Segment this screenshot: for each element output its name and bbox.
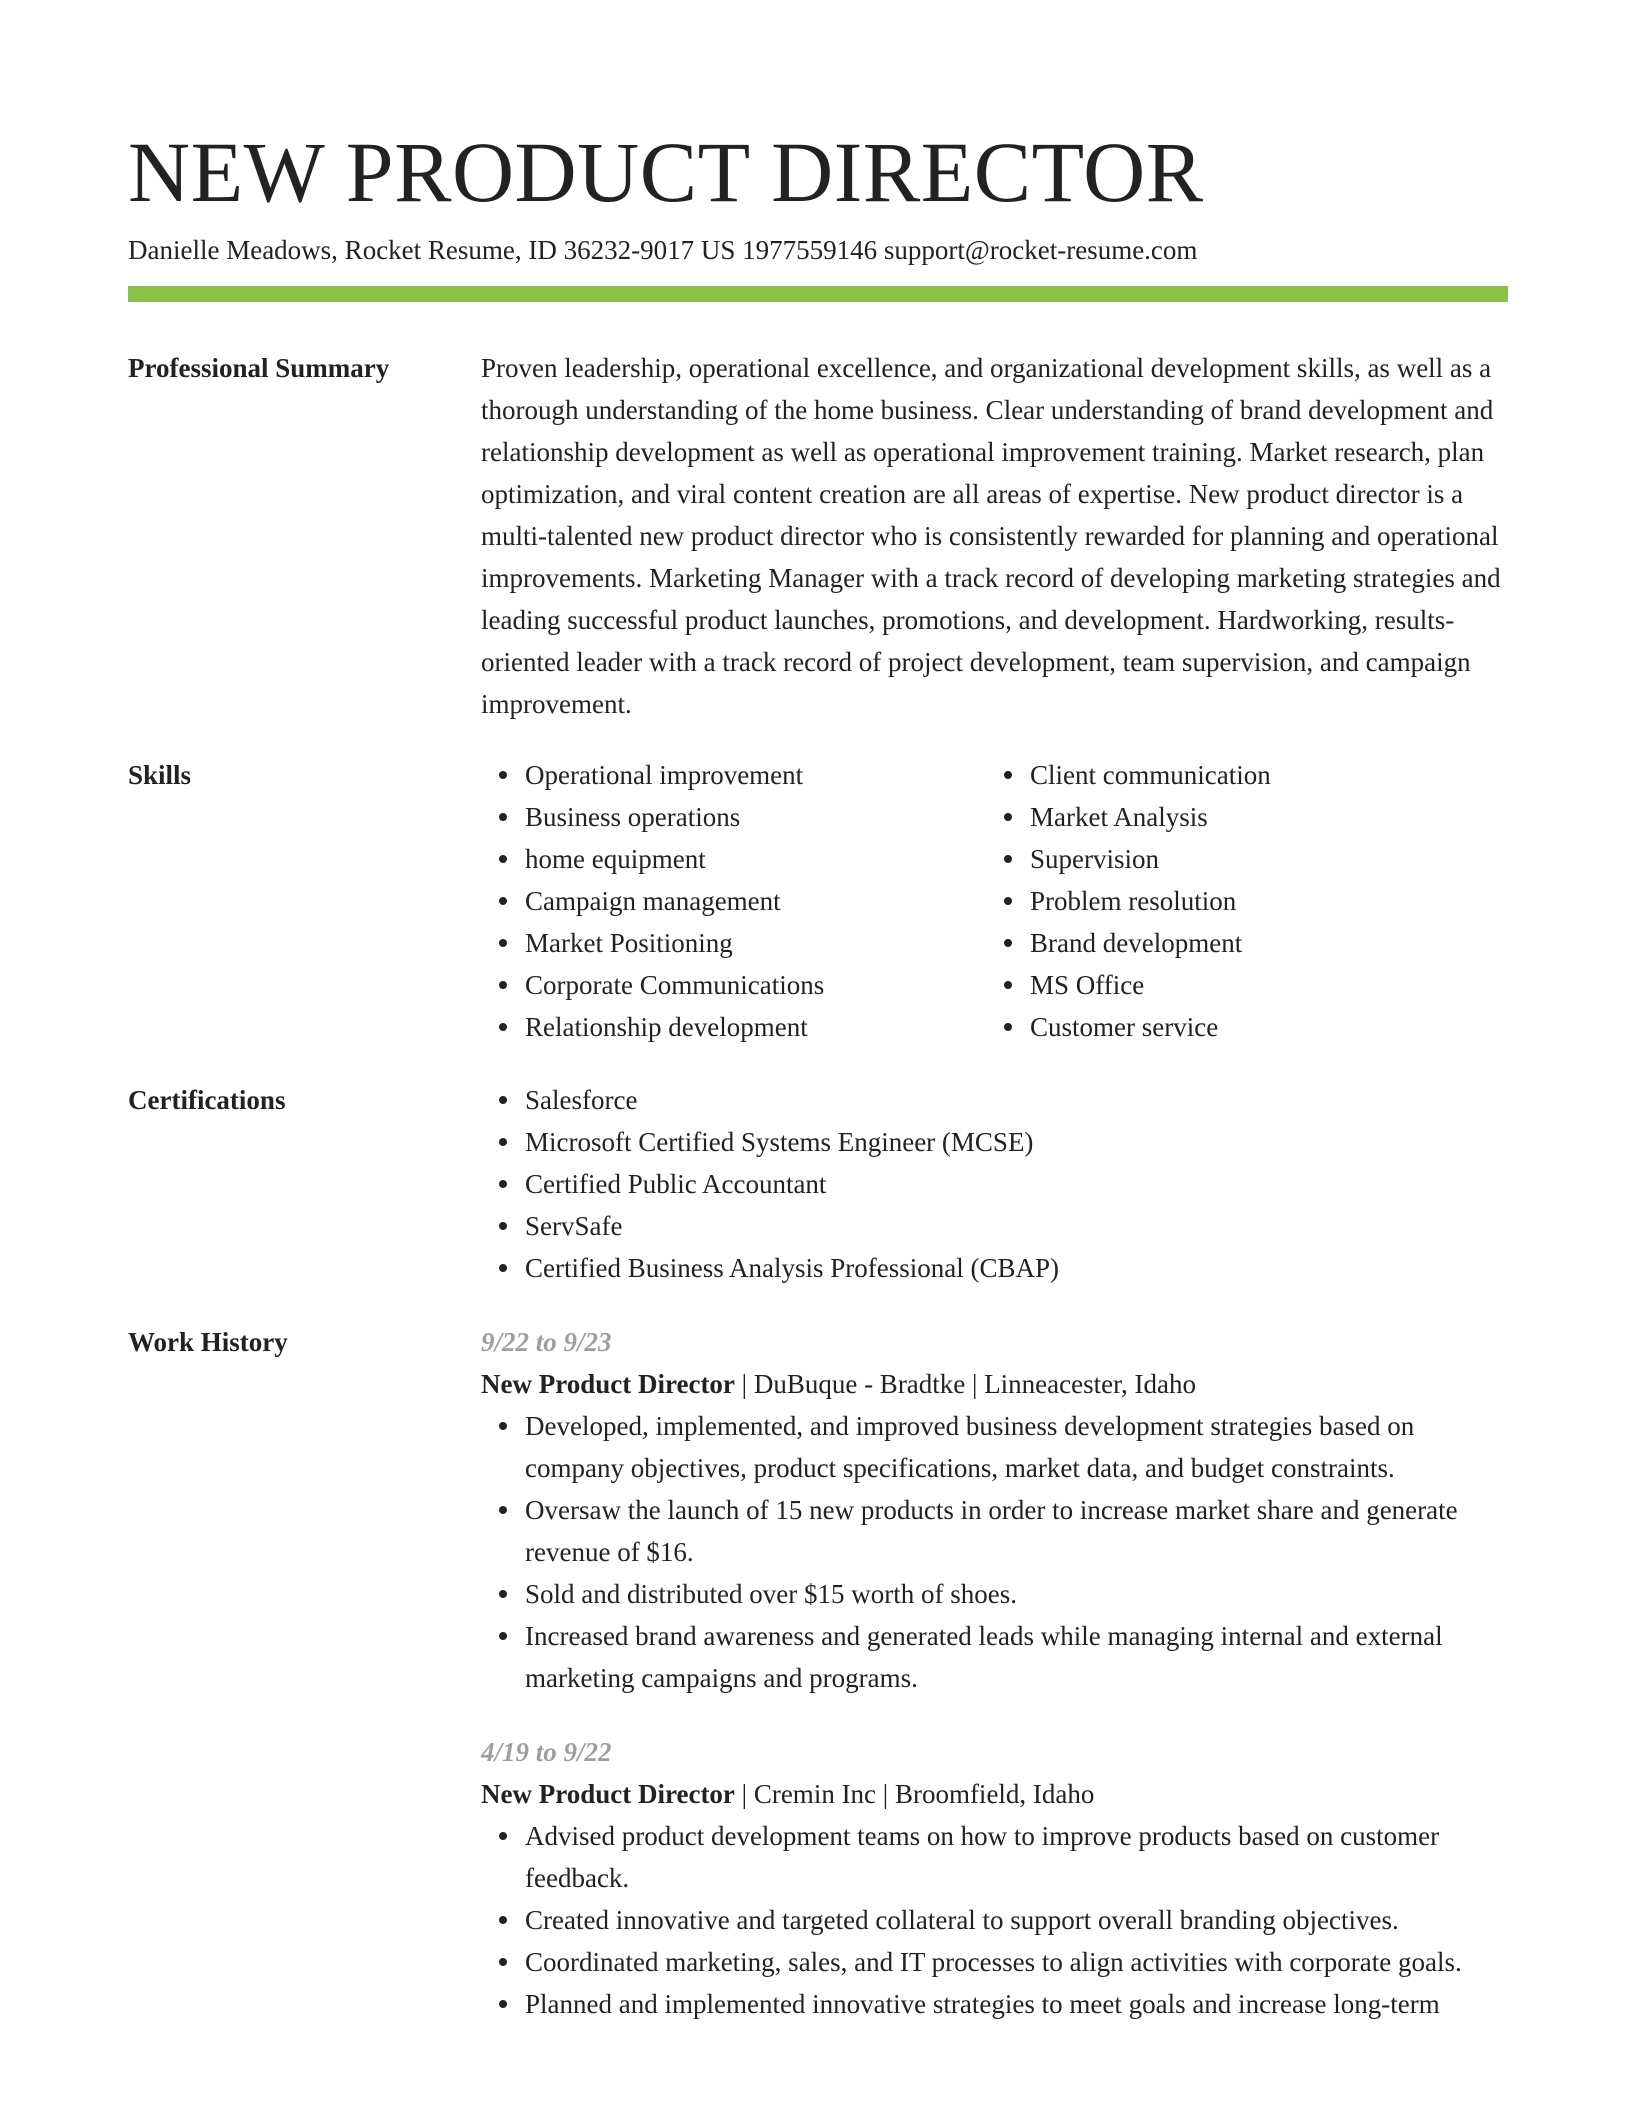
resume-title: NEW PRODUCT DIRECTOR: [128, 124, 1204, 220]
skills-list-right: [986, 754, 1491, 1048]
skill-item: Market Analysis: [1030, 796, 1491, 838]
summary-body: [481, 347, 1508, 725]
skill-item: home equipment: [525, 838, 986, 880]
job-heading: [481, 1363, 1508, 1405]
job-bullet: Developed, implemented, and improved business development strategies based on company objectives, product specifications, market data, and budget constraints.: [525, 1405, 1508, 1489]
skill-item: Relationship development: [525, 1006, 986, 1048]
job-entry: [481, 1321, 1508, 1699]
skills-columns: [481, 754, 1508, 1048]
certifications-list: [481, 1079, 1508, 1289]
skill-item: Business operations: [525, 796, 986, 838]
job-details: | DuBuque - Bradtke | Linneacester, Idaho: [734, 1369, 1196, 1399]
section-label-skills: Skills: [128, 760, 192, 790]
skill-item: Supervision: [1030, 838, 1491, 880]
job-bullet: Increased brand awareness and generated leads while managing internal and external marketing campaigns and programs.: [525, 1615, 1508, 1699]
work-history-body: [481, 1321, 1508, 2025]
contact-line: Danielle Meadows, Rocket Resume, ID 36232-9017 US 1977559146 support@rocket-resume.com: [128, 235, 1198, 265]
job-title: New Product Director: [481, 1369, 735, 1399]
skill-item: Brand development: [1030, 922, 1491, 964]
job-bullet: Coordinated marketing, sales, and IT processes to align activities with corporate goals.: [525, 1941, 1508, 1983]
certifications-body: [481, 1079, 1508, 1289]
certification-item: Certified Public Accountant: [525, 1163, 1508, 1205]
certification-item: Salesforce: [525, 1079, 1508, 1121]
skills-column-right: [986, 754, 1491, 1048]
accent-divider: [128, 286, 1508, 302]
section-label-certifications: Certifications: [128, 1085, 286, 1115]
skill-item: Market Positioning: [525, 922, 986, 964]
section-label-summary: Professional Summary: [128, 353, 390, 383]
section-label-work-history: Work History: [128, 1327, 288, 1357]
job-details: | Cremin Inc | Broomfield, Idaho: [734, 1779, 1095, 1809]
job-bullet: Advised product development teams on how to improve products based on customer feedback.: [525, 1815, 1508, 1899]
skills-body: [481, 754, 1508, 1048]
job-dates: 4/19 to 9/22: [481, 1737, 612, 1767]
certification-item: Certified Business Analysis Professional (CBAP): [525, 1247, 1508, 1289]
job-bullet: Created innovative and targeted collateral to support overall branding objectives.: [525, 1899, 1508, 1941]
job-bullets: [481, 1815, 1508, 2025]
job-bullet: Oversaw the launch of 15 new products in order to increase market share and generate revenue of $16.: [525, 1489, 1508, 1573]
job-heading: [481, 1773, 1508, 1815]
skill-item: Client communication: [1030, 754, 1491, 796]
skill-item: Campaign management: [525, 880, 986, 922]
skills-list-left: [481, 754, 986, 1048]
job-title: New Product Director: [481, 1779, 735, 1809]
job-entry: [481, 1731, 1508, 2025]
skill-item: Corporate Communications: [525, 964, 986, 1006]
job-dates: 9/22 to 9/23: [481, 1327, 612, 1357]
job-bullet: Sold and distributed over $15 worth of shoes.: [525, 1573, 1508, 1615]
summary-text: Proven leadership, operational excellence, and organizational development skills, as well as a thorough understanding of the home business. Clear understanding of brand development and relationship development as well as operational improvement training. Market research, plan optimization, and viral content creation are all areas of expertise. New product director is a multi-talented new product director who is consistently rewarded for planning and operational improvements. Marketing Manager with a track record of developing marketing strategies and leading successful product launches, promotions, and development. Hardworking, results-oriented leader with a track record of project development, team supervision, and campaign improvement.: [481, 353, 1501, 719]
skill-item: MS Office: [1030, 964, 1491, 1006]
job-bullets: [481, 1405, 1508, 1699]
certification-item: ServSafe: [525, 1205, 1508, 1247]
certification-item: Microsoft Certified Systems Engineer (MCSE): [525, 1121, 1508, 1163]
skills-column-left: [481, 754, 986, 1048]
job-bullet: Planned and implemented innovative strategies to meet goals and increase long-term: [525, 1983, 1508, 2025]
skill-item: Operational improvement: [525, 754, 986, 796]
skill-item: Problem resolution: [1030, 880, 1491, 922]
skill-item: Customer service: [1030, 1006, 1491, 1048]
